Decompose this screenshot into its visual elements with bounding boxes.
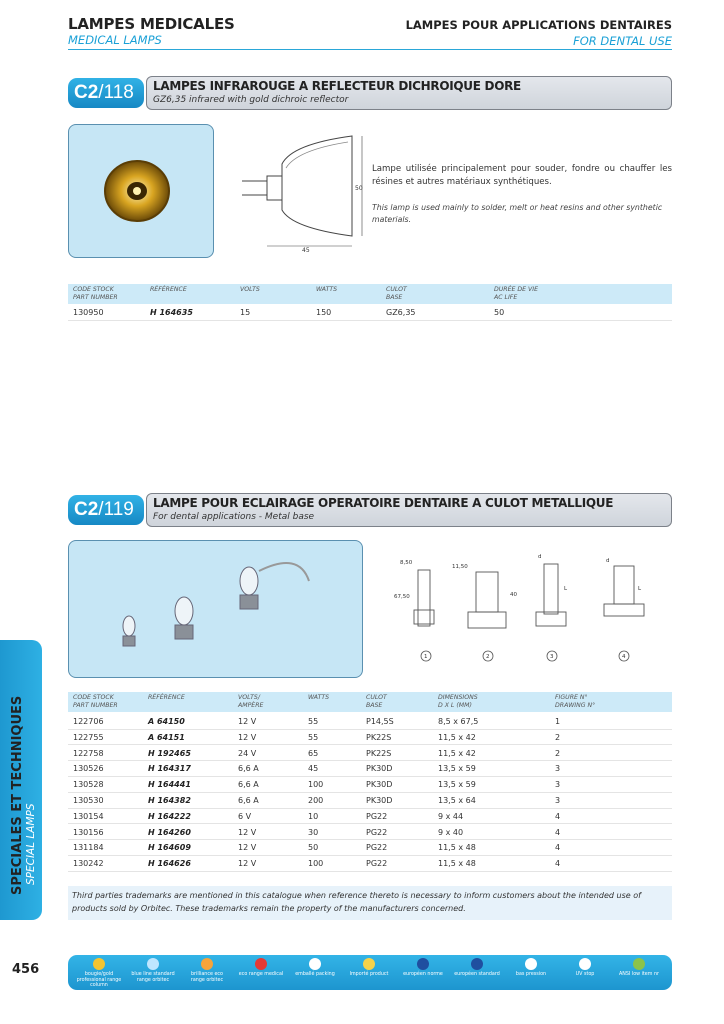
product-photo (68, 540, 363, 678)
table-cell: 55 (308, 732, 319, 742)
dim-width: 45 (302, 247, 310, 254)
table-cell: 12 V (238, 717, 257, 726)
halogen-lamps-icon (69, 541, 363, 678)
legend-label: eco range medical (238, 972, 284, 977)
legend-badge-icon (93, 958, 105, 970)
legend-label: ANSI low item nr (619, 972, 659, 977)
legend-item (454, 958, 500, 978)
header-left-title: LAMPES MEDICALES (68, 15, 235, 33)
code-prefix: C2 (74, 82, 99, 103)
table-cell: H 164441 (148, 780, 191, 790)
dim-label: L (564, 586, 568, 592)
legend-badge-icon (255, 958, 267, 970)
table-cell: P14,5S (366, 717, 394, 726)
legend-badge-icon (309, 958, 321, 970)
fig-label-2: 2 (486, 654, 490, 660)
table-cell: H 164626 (148, 859, 191, 869)
table-cell: 12 V (238, 732, 257, 742)
table-cell: 55 (308, 717, 319, 726)
page-number: 456 (12, 962, 40, 977)
legend-badge-icon (471, 958, 483, 970)
col-base: CULOT BASE (366, 694, 387, 709)
col-dimensions: DIMENSIONS D X L (MM) (438, 694, 478, 709)
table-cell: PG22 (366, 827, 388, 837)
table-cell: 4 (555, 859, 561, 869)
table-cell: 130526 (73, 764, 104, 774)
legend-item (616, 958, 662, 978)
description-fr: Lampe utilisée principalement pour souder, fondre ou chauffer les résines et autres matériaux synthétiques. (372, 164, 672, 187)
legend-label: européen standard (454, 972, 500, 977)
table-cell: 11,5 x 48 (438, 859, 476, 869)
col-volts: VOLTS/ AMPÈRE (238, 694, 264, 709)
table-cell: H 164222 (148, 811, 191, 821)
legend-bar (68, 955, 672, 990)
fig-label-3: 3 (550, 654, 554, 660)
table-cell: 13,5 x 64 (438, 796, 476, 805)
legend-item (130, 958, 176, 983)
dim-label: 67,50 (394, 594, 410, 600)
table-cell: 6,6 A (238, 796, 259, 805)
legend-item (400, 958, 446, 978)
table-cell: 130528 (73, 780, 104, 790)
legend-label: blue line standard range orbitec (131, 972, 175, 983)
section-code-badge (68, 495, 144, 525)
legend-item (184, 958, 230, 983)
dim-label: 8,50 (400, 560, 413, 566)
table-cell: 122758 (73, 748, 104, 758)
legend-label: bougie/gold professional range column (76, 972, 122, 988)
table-cell: 13,5 x 59 (438, 764, 476, 774)
col-watts: WATTS (316, 286, 338, 293)
code-number: /118 (98, 82, 134, 103)
table-cell: A 64150 (148, 717, 185, 726)
col-code: CODE STOCK PART NUMBER (73, 694, 118, 709)
trademark-note: Third parties trademarks are mentioned in this catalogue when reference thereto is necessary to inform customers about the intended use of products sold by Orbitec. These trademarks remain the property of the manufacturers concerned. (68, 886, 672, 920)
table-cell: 3 (555, 780, 561, 790)
table-cell: 130156 (73, 827, 104, 837)
table-row (68, 856, 672, 872)
cell-base: GZ6,35 (386, 308, 416, 317)
table-cell: 11,5 x 48 (438, 843, 476, 853)
legend-label: bas pression (515, 972, 547, 977)
table-cell: 11,5 x 42 (438, 732, 476, 742)
table-row (68, 809, 672, 825)
table-cell: 4 (555, 827, 561, 837)
table-cell: 11,5 x 42 (438, 748, 476, 758)
sidebar-subtitle: SPECIAL LAMPS (25, 803, 37, 885)
legend-item (76, 958, 122, 989)
legend-label: Importé product (349, 972, 389, 977)
table-cell: 1 (555, 717, 561, 726)
col-reference: RÉFÉRENCE (148, 694, 185, 701)
table-cell: PK22S (366, 732, 392, 742)
code-prefix: C2 (74, 499, 99, 520)
table-row (68, 305, 672, 321)
col-watts: WATTS (308, 694, 330, 701)
table-cell: 122755 (73, 732, 104, 742)
table-cell: 12 V (238, 843, 257, 853)
code-number: /119 (98, 499, 134, 520)
table-cell: PK30D (366, 780, 393, 790)
legend-item (292, 958, 338, 978)
table-header (68, 692, 672, 712)
table-cell: 50 (308, 843, 319, 853)
col-base: CULOT BASE (386, 286, 407, 301)
legend-badge-icon (525, 958, 537, 970)
table-cell: 9 x 44 (438, 811, 464, 821)
table-row (68, 746, 672, 762)
header-left-subtitle: MEDICAL LAMPS (68, 33, 162, 47)
cell-watts: 150 (316, 308, 332, 317)
table-cell: 200 (308, 796, 324, 805)
page-header (68, 13, 672, 50)
table-cell: 12 V (238, 827, 257, 837)
table-cell: 6,6 A (238, 764, 259, 774)
table-cell: 2 (555, 748, 561, 758)
table-cell: 130530 (73, 796, 104, 805)
table-cell: PG22 (366, 859, 388, 869)
table-row (68, 761, 672, 777)
table-cell: 130154 (73, 811, 104, 821)
table-cell: H 164317 (148, 764, 191, 774)
legend-item (346, 958, 392, 978)
legend-badge-icon (147, 958, 159, 970)
table-cell: H 164382 (148, 796, 191, 805)
col-code: CODE STOCK PART NUMBER (73, 286, 118, 301)
legend-label: européen norme (403, 972, 443, 977)
table-cell: PK30D (366, 764, 393, 774)
section-subtitle: For dental applications - Metal base (153, 512, 315, 522)
dim-label: 40 (510, 592, 517, 598)
section-title: LAMPE POUR ECLAIRAGE OPERATOIRE DENTAIRE A CULOT METALLIQUE (153, 496, 614, 510)
table-cell: PK22S (366, 748, 392, 758)
legend-badge-icon (579, 958, 591, 970)
table-cell: 100 (308, 859, 324, 869)
legend-badge-icon (201, 958, 213, 970)
legend-badge-icon (417, 958, 429, 970)
dim-label: d (606, 558, 610, 564)
table-cell: PG22 (366, 843, 388, 853)
section-code-badge (68, 78, 144, 108)
table-cell: H 164609 (148, 843, 191, 853)
table-cell: H 164260 (148, 827, 191, 837)
technical-drawings (378, 550, 648, 668)
table-row (68, 793, 672, 809)
cell-volts: 15 (240, 308, 251, 317)
cell-reference: H 164635 (150, 308, 193, 317)
table-cell: 65 (308, 748, 319, 758)
table-cell: 30 (308, 827, 319, 837)
dim-label: d (538, 554, 542, 560)
table-cell: 100 (308, 780, 324, 790)
section-subtitle: GZ6,35 infrared with gold dichroic reflector (153, 95, 349, 105)
table-cell: 3 (555, 796, 561, 805)
dim-label: 11,50 (452, 564, 468, 570)
dim-height: 50 (355, 185, 363, 192)
legend-item (562, 958, 608, 978)
table-cell: PG22 (366, 811, 388, 821)
fig-label-1: 1 (424, 654, 428, 660)
technical-drawing (222, 124, 372, 258)
table-cell: 4 (555, 811, 561, 821)
table-cell: 24 V (238, 748, 257, 758)
table-cell: 12 V (238, 859, 257, 869)
table-cell: 6,6 A (238, 780, 259, 790)
table-cell: 9 x 40 (438, 827, 464, 837)
table-cell: 8,5 x 67,5 (438, 717, 479, 726)
legend-label: brilliance eco range orbitec (190, 972, 224, 983)
gold-reflector-lamp-icon (69, 125, 214, 258)
legend-badge-icon (363, 958, 375, 970)
col-life: DURÉE DE VIE AC LIFE (494, 286, 538, 301)
table-row (68, 730, 672, 746)
table-cell: 45 (308, 764, 319, 774)
section-title: LAMPES INFRAROUGE A REFLECTEUR DICHROIQUE DORE (153, 79, 521, 93)
table-cell: 130242 (73, 859, 104, 869)
table-cell: PK30D (366, 796, 393, 805)
legend-label: UV stop (575, 972, 595, 977)
table-cell: A 64151 (148, 732, 185, 742)
category-sidebar (0, 640, 42, 920)
header-right-title: LAMPES POUR APPLICATIONS DENTAIRES (405, 18, 672, 32)
table-cell: 3 (555, 764, 561, 774)
product-photo (68, 124, 214, 258)
col-drawing: FIGURE N° DRAWING N° (555, 694, 596, 709)
cell-life: 50 (494, 308, 505, 317)
legend-item (508, 958, 554, 978)
col-volts: VOLTS (240, 286, 260, 293)
dim-label: L (638, 586, 642, 592)
table-cell: 122706 (73, 717, 104, 726)
section-title-bar (146, 493, 672, 527)
table-cell: 6 V (238, 811, 252, 821)
table-cell: H 192465 (148, 748, 191, 758)
table-cell: 4 (555, 843, 561, 853)
sidebar-title: SPECIALES ET TECHNIQUES (10, 695, 25, 895)
legend-label: emballé packing (295, 972, 335, 977)
section-title-bar (146, 76, 672, 110)
description-en: This lamp is used mainly to solder, melt or heat resins and other synthetic materials. (372, 203, 663, 224)
legend-item (238, 958, 284, 978)
table-cell: 10 (308, 811, 319, 821)
table-row (68, 777, 672, 793)
table-row (68, 825, 672, 841)
table-row (68, 714, 672, 730)
table-cell: 2 (555, 732, 561, 742)
table-header (68, 284, 672, 304)
legend-badge-icon (633, 958, 645, 970)
table-cell: 13,5 x 59 (438, 780, 476, 790)
fig-label-4: 4 (622, 654, 626, 660)
cell-code: 130950 (73, 308, 104, 317)
header-right-subtitle: FOR DENTAL USE (573, 34, 672, 48)
table-row (68, 840, 672, 856)
col-reference: RÉFÉRENCE (150, 286, 187, 293)
table-cell: 131184 (73, 843, 104, 853)
